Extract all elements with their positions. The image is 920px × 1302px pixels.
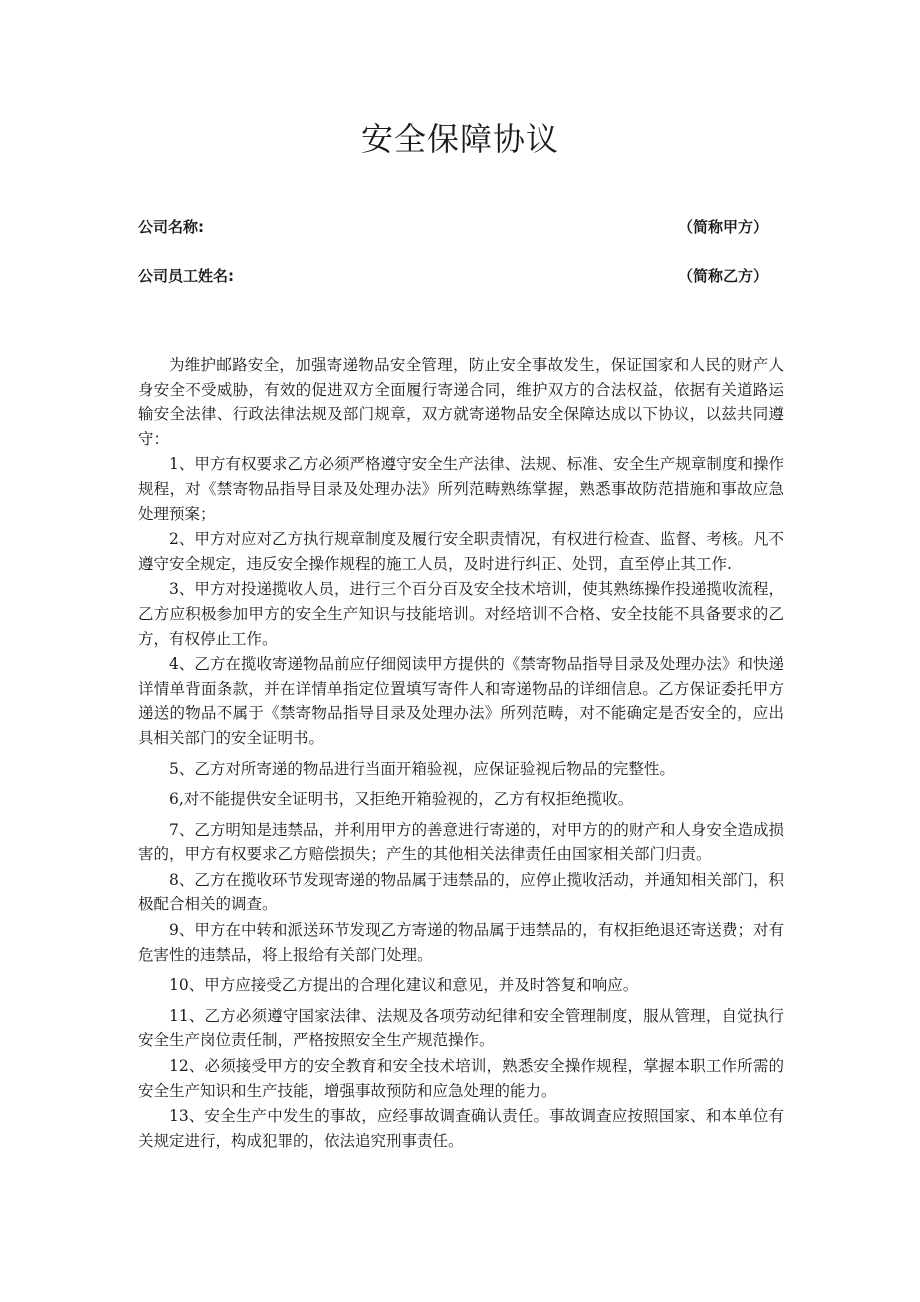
company-name-label: 公司名称: [138, 218, 204, 236]
document-title: 安全保障协议 [360, 120, 559, 158]
clause-1: 1、甲方有权要求乙方必须严格遵守安全生产法律、法规、标准、安全生产规章制度和操作规程，对《禁寄物品指导目录及处理办法》所列范畴熟练掌握，熟悉事故防范措施和事故应急处理预案； [138, 455, 784, 523]
clause-10: 10、甲方应接受乙方提出的合理化建议和意见，并及时答复和响应。 [169, 976, 639, 995]
clause-3: 3、甲方对投递揽收人员，进行三个百分百及安全技术培训，使其熟练操作投递揽收流程，乙方应积极参加甲方的安全生产知识与技能培训。对经培训不合格、安全技能不具备要求的乙方，有权停止工作。 [138, 580, 784, 648]
clause-2: 2、甲方对应对乙方执行规章制度及履行安全职责情况，有权进行检查、监督、考核。凡不遵守安全规定，违反安全操作规程的施工人员，及时进行纠正、处罚，直至停止其工作. [138, 530, 784, 573]
party-a-tag: （简称甲方） [677, 218, 768, 236]
clause-7: 7、乙方明知是违禁品，并利用甲方的善意进行寄递的，对甲方的的财产和人身安全造成损害的，甲方有权要求乙方赔偿损失；产生的其他相关法律责任由国家相关部门归责。 [138, 820, 784, 864]
clause-6: 6,对不能提供安全证明书，又拒绝开箱验视的，乙方有权拒绝揽收。 [169, 790, 634, 809]
intro-paragraph: 为维护邮路安全，加强寄递物品安全管理，防止安全事故发生，保证国家和人民的财产人身安全不受威胁，有效的促进双方全面履行寄递合同，维护双方的合法权益，依据有关道路运输安全法律、行政法律法规及部门规章，双方就寄递物品安全保障达成以下协议，以兹共同遵守： [138, 356, 784, 448]
clause-4: 4、乙方在揽收寄递物品前应仔细阅读甲方提供的《禁寄物品指导目录及处理办法》和快递详情单背面条款，并在详情单指定位置填写寄件人和寄递物品的详细信息。乙方保证委托甲方递送的物品不属于《禁寄物品指导目录及处理办法》所列范畴，对不能确定是否安全的，应出具相关部门的安全证明书。 [138, 655, 784, 747]
clause-13: 13、安全生产中发生的事故，应经事故调查确认责任。事故调查应按照国家、和本单位有关规定进行，构成犯罪的，依法追究刑事责任。 [138, 1107, 784, 1150]
party-b-tag: （简称乙方） [677, 267, 768, 285]
clause-11: 11、乙方必须遵守国家法律、法规及各项劳动纪律和安全管理制度，服从管理，自觉执行安全生产岗位责任制，严格按照安全生产规范操作。 [138, 1006, 784, 1050]
agreement-body [138, 353, 784, 1154]
clause-5: 5、乙方对所寄递的物品进行当面开箱验视，应保证验视后物品的完整性。 [169, 759, 675, 778]
employee-name-label: 公司员工姓名: [138, 267, 234, 285]
clause-9: 9、甲方在中转和派送环节发现乙方寄递的物品属于违禁品的，有权拒绝退还寄送费；对有危害性的违禁品，将上报给有关部门处理。 [138, 921, 784, 964]
clause-12: 12、必须接受甲方的安全教育和安全技术培训，熟悉安全操作规程，掌握本职工作所需的安全生产知识和生产技能，增强事故预防和应急处理的能力。 [138, 1057, 784, 1100]
clause-8: 8、乙方在揽收环节发现寄递的物品属于违禁品的，应停止揽收活动，并通知相关部门，积极配合相关的调查。 [138, 870, 784, 914]
